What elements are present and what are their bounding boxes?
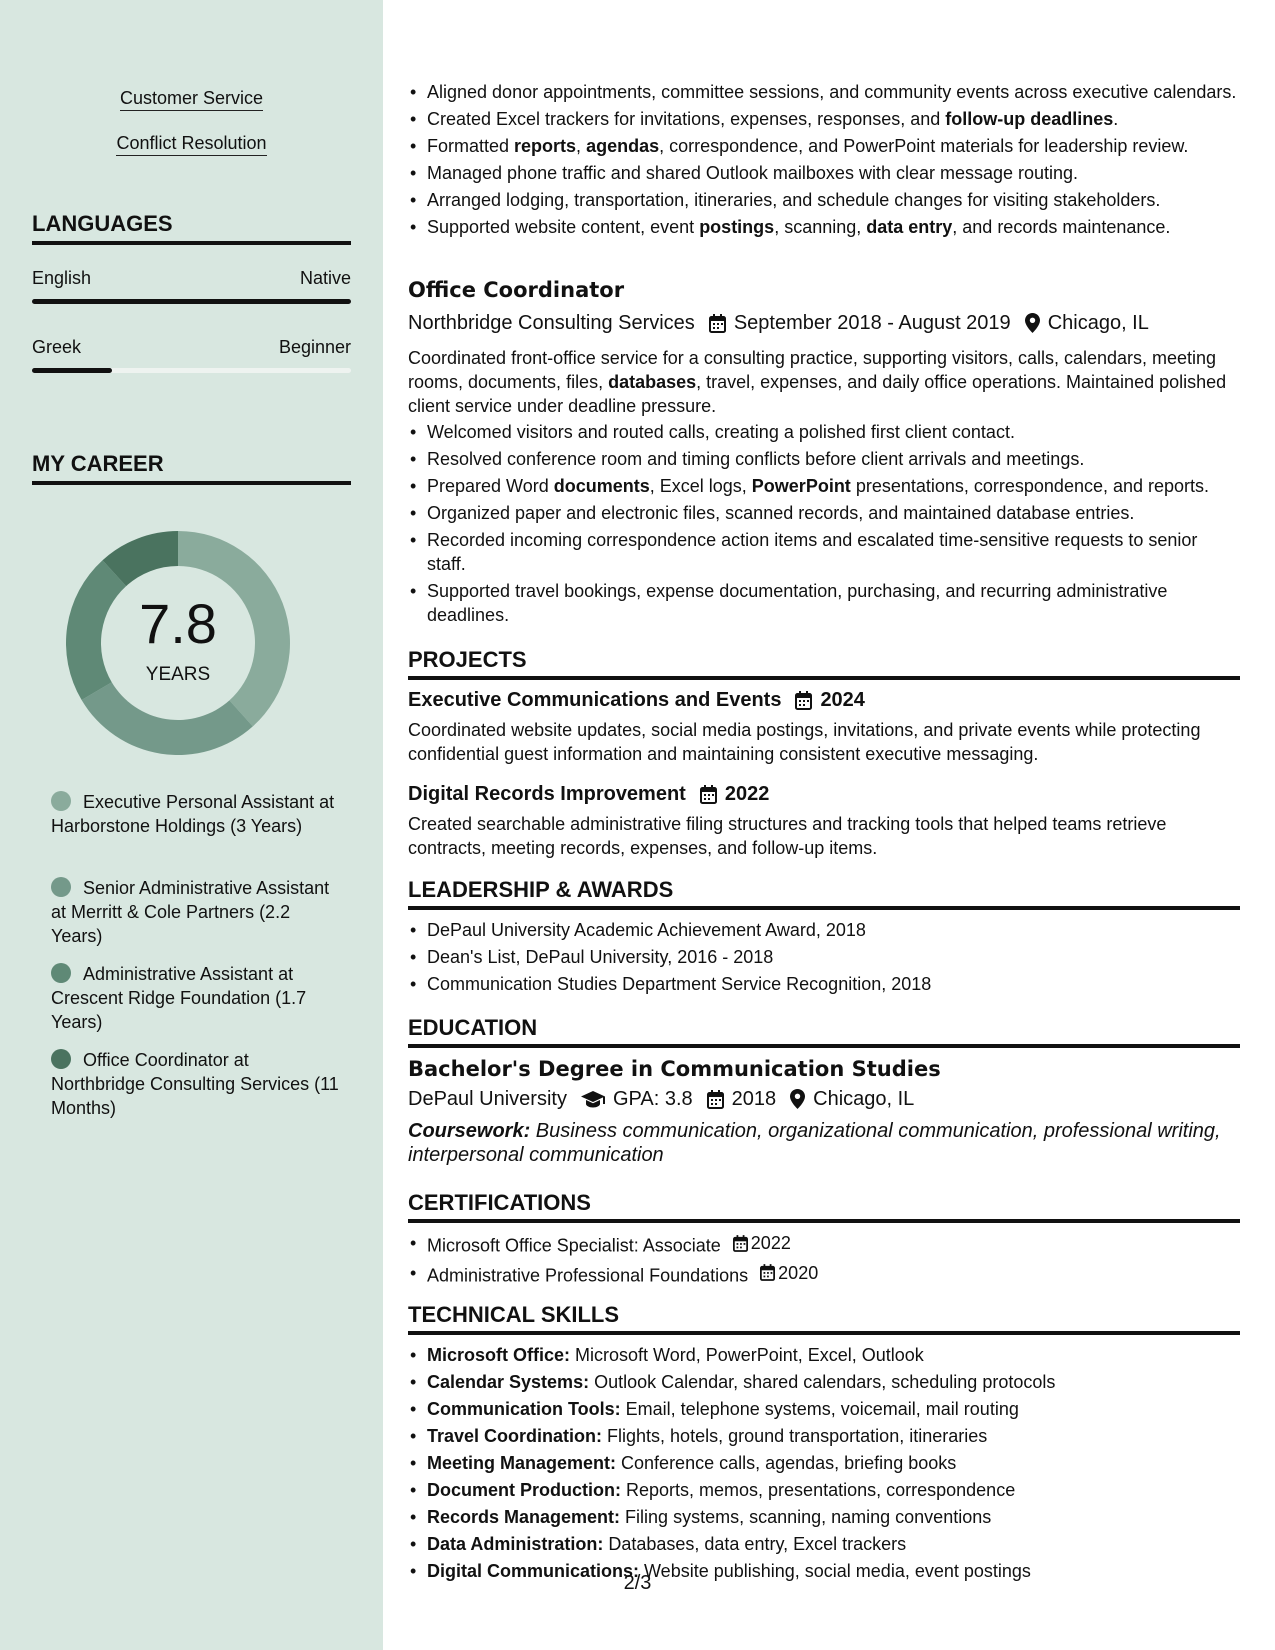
technical-skill-value: Reports, memos, presentations, correspondence	[621, 1480, 1016, 1500]
bullet-item: • Resolved conference room and timing conflicts before client arrivals and meetings.	[408, 447, 1240, 471]
technical-skill-label: Digital Communications:	[427, 1561, 640, 1581]
project-description: Coordinated website updates, social media postings, invitations, and private events while protecting confidential guest information and maintaining consistent executive messaging.	[408, 720, 1201, 764]
school-name: DePaul University	[408, 1088, 567, 1110]
project-name: Digital Records Improvement	[408, 783, 686, 805]
skill-tag-label: Conflict Resolution	[116, 133, 266, 156]
gpa: GPA: 3.8	[612, 1088, 693, 1110]
technical-skill-value: Conference calls, agendas, briefing books	[616, 1453, 957, 1473]
certifications-list	[408, 1231, 1240, 1287]
career-legend-label: Senior Administrative Assistant at Merritt & Cole Partners (2.2 Years)	[51, 878, 330, 946]
technical-skill-label: Microsoft Office:	[427, 1345, 571, 1365]
technical-skill-item	[408, 1370, 1240, 1394]
certifications-heading: CERTIFICATIONS	[408, 1191, 1240, 1223]
certification-name: Administrative Professional Foundations	[427, 1265, 749, 1285]
technical-skill-value: Microsoft Word, PowerPoint, Excel, Outlook	[570, 1345, 924, 1365]
calendar-icon	[707, 1090, 724, 1109]
project-title	[408, 688, 1240, 712]
bold-keyword: agendas	[586, 136, 660, 156]
award-item: • Communication Studies Department Service Recognition, 2018	[408, 972, 1240, 996]
bullet-item: • Formatted reports, agendas, correspondence, and PowerPoint materials for leadership review.	[408, 134, 1240, 158]
career-legend-label: Executive Personal Assistant at Harborstone Holdings (3 Years)	[51, 792, 335, 836]
technical-skill-value: Outlook Calendar, shared calendars, scheduling protocols	[589, 1372, 1056, 1392]
technical-skill-label: Travel Coordination:	[427, 1426, 603, 1446]
certification-year: 2022	[750, 1233, 791, 1253]
calendar-icon	[795, 691, 812, 710]
legend-dot-icon	[51, 1049, 71, 1069]
language-name: English	[32, 268, 92, 288]
career-legend-label: Office Coordinator at Northbridge Consulting Services (11 Months)	[51, 1050, 339, 1118]
bold-keyword: databases	[608, 372, 697, 392]
technical-skill-label: Calendar Systems:	[427, 1372, 590, 1392]
technical-skill-item	[408, 1532, 1240, 1556]
technical-skill-label: Meeting Management:	[427, 1453, 617, 1473]
certification-item	[408, 1231, 1240, 1258]
legend-dot-icon	[51, 963, 71, 983]
technical-skill-item	[408, 1424, 1240, 1448]
projects-heading: PROJECTS	[408, 648, 1240, 680]
bullet-item: • Welcomed visitors and routed calls, creating a polished first client contact.	[408, 420, 1240, 444]
job-summary: Coordinated front-office service for a consulting practice, supporting visitors, calls, calendars, meeting rooms, documents, files, databases, travel, expenses, and daily office operations. Maintained polished client service under deadline pressure.	[408, 348, 1227, 416]
award-item: • DePaul University Academic Achievement Award, 2018	[408, 918, 1240, 942]
career-legend-item	[51, 876, 341, 948]
education-meta	[408, 1087, 1240, 1111]
technical-skill-label: Document Production:	[427, 1480, 621, 1500]
technical-skill-label: Data Administration:	[427, 1534, 604, 1554]
technical-skill-item	[408, 1397, 1240, 1421]
bullet-item: • Recorded incoming correspondence action items and escalated time-sensitive requests to senior staff.	[408, 528, 1240, 576]
technical-skill-value: Email, telephone systems, voicemail, mail routing	[620, 1399, 1019, 1419]
technical-skill-label: Records Management:	[427, 1507, 621, 1527]
job-bullets	[408, 420, 1240, 627]
bullet-item: • Organized paper and electronic files, scanned records, and maintained database entries.	[408, 501, 1240, 525]
degree-title: Bachelor's Degree in Communication Studies	[408, 1057, 941, 1081]
technical-skills-list	[408, 1343, 1240, 1583]
technical-skill-item	[408, 1451, 1240, 1475]
calendar-icon	[733, 1235, 748, 1252]
language-row	[32, 268, 351, 289]
language-proficiency-bar	[32, 368, 351, 373]
bullet-item: • Prepared Word documents, Excel logs, PowerPoint presentations, correspondence, and reports.	[408, 474, 1240, 498]
technical-skill-item	[408, 1343, 1240, 1367]
language-level: Native	[299, 268, 351, 288]
technical-skill-value: Website publishing, social media, event postings	[639, 1561, 1031, 1581]
bullet-item: • Supported website content, event postings, scanning, data entry, and records maintenance.	[408, 215, 1240, 239]
leadership-heading: LEADERSHIP & AWARDS	[408, 878, 1240, 910]
job-company: Northbridge Consulting Services	[408, 312, 695, 334]
project-year: 2022	[724, 783, 770, 805]
bold-keyword: documents	[553, 476, 650, 496]
certification-item	[408, 1261, 1240, 1288]
experience-bullets	[408, 80, 1240, 239]
certification-name: Microsoft Office Specialist: Associate	[427, 1235, 721, 1256]
language-proficiency-bar	[32, 299, 351, 304]
language-proficiency-fill	[32, 368, 112, 373]
coursework-list: Business communication, organizational communication, professional writing, interpersonal communication	[408, 1120, 1221, 1166]
skill-tag	[0, 133, 383, 154]
bullet-item: • Supported travel bookings, expense documentation, purchasing, and recurring administrative deadlines.	[408, 579, 1240, 627]
project-description: Created searchable administrative filing structures and tracking tools that helped teams retrieve contracts, meeting records, expenses, and follow-up items.	[408, 814, 1167, 858]
technical-skill-value: Flights, hotels, ground transportation, itineraries	[602, 1426, 988, 1446]
languages-heading: LANGUAGES	[32, 211, 351, 245]
career-legend-item	[51, 790, 341, 838]
bullet-item: • Aligned donor appointments, committee sessions, and community events across executive calendars.	[408, 80, 1240, 104]
project-year: 2024	[820, 689, 865, 711]
language-level: Beginner	[278, 337, 351, 357]
skill-tag	[0, 88, 383, 109]
certification-year: 2020	[778, 1262, 819, 1283]
bold-keyword: follow-up deadlines	[945, 109, 1114, 129]
technical-skill-item	[408, 1559, 1240, 1583]
career-legend-item	[51, 962, 341, 1034]
bold-keyword: data entry	[866, 217, 953, 237]
job-dates: September 2018 - August 2019	[733, 312, 1011, 334]
job-meta	[408, 311, 1240, 335]
career-donut-segment	[82, 682, 253, 755]
project-name: Executive Communications and Events	[408, 689, 782, 711]
school-location: Chicago, IL	[813, 1088, 915, 1110]
job-location: Chicago, IL	[1047, 312, 1149, 334]
bullet-item: • Managed phone traffic and shared Outlook mailboxes with clear message routing.	[408, 161, 1240, 185]
language-name: Greek	[32, 337, 82, 357]
award-item: • Dean's List, DePaul University, 2016 - 2018	[408, 945, 1240, 969]
bold-keyword: PowerPoint	[751, 476, 851, 496]
skill-tag-label: Customer Service	[120, 88, 263, 111]
career-legend-item	[51, 1048, 341, 1120]
career-heading: MY CAREER	[32, 451, 351, 485]
location-pin-icon	[1025, 313, 1040, 333]
sidebar	[0, 0, 383, 1650]
legend-dot-icon	[51, 877, 71, 897]
education-heading: EDUCATION	[408, 1016, 1240, 1048]
project-title	[408, 782, 1240, 806]
graduation-cap-icon	[581, 1090, 605, 1108]
career-total-unit: YEARS	[145, 664, 211, 685]
coursework-label: Coursework:	[408, 1120, 531, 1142]
bullet-item: • Created Excel trackers for invitations, expenses, responses, and follow-up deadlines.	[408, 107, 1240, 131]
career-legend-label: Administrative Assistant at Crescent Ridge Foundation (1.7 Years)	[51, 964, 307, 1032]
legend-dot-icon	[51, 791, 71, 811]
language-proficiency-fill	[32, 299, 351, 304]
calendar-icon	[760, 1264, 775, 1281]
leadership-list	[408, 918, 1240, 996]
career-total-value: 7.8	[139, 592, 217, 655]
page-number: 2/3	[623, 1572, 652, 1594]
bold-keyword: reports	[514, 136, 577, 156]
technical-skill-label: Communication Tools:	[427, 1399, 621, 1419]
job-title: Office Coordinator	[408, 278, 625, 302]
language-row	[32, 337, 351, 358]
calendar-icon	[700, 785, 717, 804]
bullet-item: • Arranged lodging, transportation, itineraries, and schedule changes for visiting stakeholders.	[408, 188, 1240, 212]
technical-skill-item	[408, 1505, 1240, 1529]
technical-skill-value: Databases, data entry, Excel trackers	[603, 1534, 907, 1554]
technical-skill-item	[408, 1478, 1240, 1502]
graduation-year: 2018	[731, 1088, 777, 1110]
coursework	[408, 1119, 1240, 1167]
technical-skill-value: Filing systems, scanning, naming conventions	[620, 1507, 992, 1527]
location-pin-icon	[790, 1089, 805, 1109]
technical-skills-heading: TECHNICAL SKILLS	[408, 1303, 1240, 1335]
calendar-icon	[709, 314, 726, 333]
bold-keyword: postings	[699, 217, 775, 237]
